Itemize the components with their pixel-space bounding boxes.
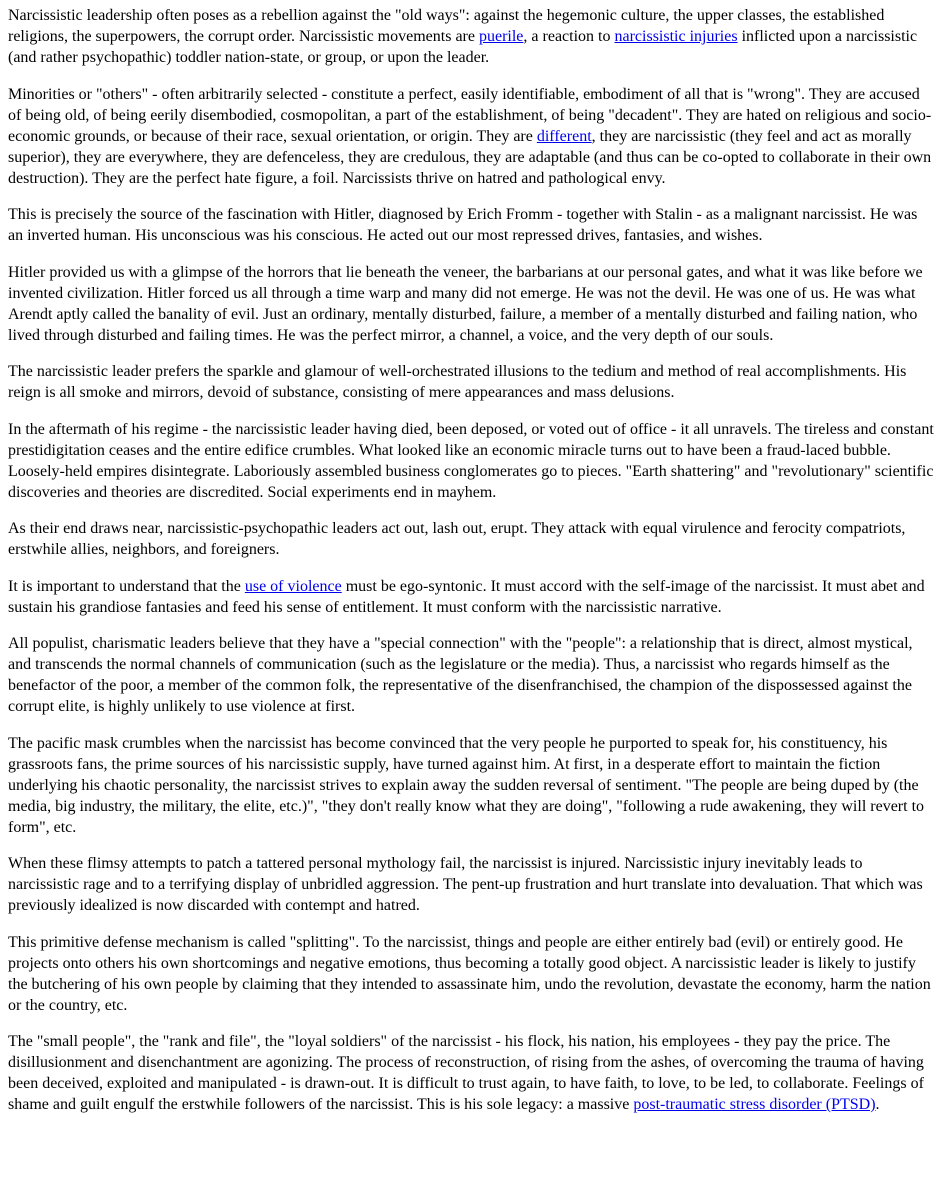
paragraph-small-people <box>8 1031 934 1115</box>
paragraph-illusions: The narcissistic leader prefers the sparkle and glamour of well-orchestrated illusions to the tedium and method of real accomplishments. His reign is all smoke and mirrors, devoid of substance, consisting of mere appearances and mass delusions. <box>8 363 907 401</box>
paragraph-text: . <box>875 1096 880 1113</box>
paragraph-text: inflicted upon a narcissistic (and rather psychopathic) toddler nation-state, or group, or upon the leader. <box>8 28 918 66</box>
paragraph-flimsy-attempts: When these flimsy attempts to patch a tattered personal mythology fail, the narcissist is injured. Narcissistic injury inevitably leads to narcissistic rage and to a terrifying display of unbridled aggression. The pent-up frustration and hurt translate into devaluation. That which was previously idealized is now discarded with contempt and hatred. <box>8 855 923 914</box>
paragraph-aftermath: In the aftermath of his regime - the narcissistic leader having died, been deposed, or voted out of office - it all unravels. The tireless and constant prestidigitation ceases and the entire edifice crumbles. What looked like an economic miracle turns out to have been a fraud-laced bubble. Loosely-held empires disintegrate. Laboriously assembled business conglomerates go to pieces. "Earth shattering" and "revolutionary" scientific discoveries and theories are discredited. Social experiments end in mayhem. <box>8 420 934 501</box>
paragraph-splitting: This primitive defense mechanism is called "splitting". To the narcissist, things and people are either entirely bad (evil) or entirely good. He projects onto others his own shortcomings and negative emotions, thus becoming a totally good object. A narcissistic leader is likely to justify the butchering of his own people by claiming that they intended to assassinate him, undo the revolution, devastate the economy, harm the nation or the country, etc. <box>8 933 931 1014</box>
paragraph-violence <box>8 576 934 618</box>
paragraph-minorities <box>8 84 934 189</box>
paragraph-hitler-glimpse: Hitler provided us with a glimpse of the horrors that lie beneath the veneer, the barbarians at our personal gates, and what it was like before we invented civilization. Hitler forced us all through a time warp and many did not emerge. He was not the devil. He was one of us. He was what Arendt aptly called the banality of evil. Just an ordinary, mentally disturbed, failure, a member of a mentally disturbed and failing nation, who lived through disturbed and failing times. He was the perfect mirror, a channel, a voice, and the very depth of our souls. <box>8 263 923 344</box>
paragraph-hitler-fascination: This is precisely the source of the fascination with Hitler, diagnosed by Erich Fromm - together with Stalin - as a malignant narcissist. He was an inverted human. His unconscious was his conscious. He acted out our most repressed drives, fantasies, and wishes. <box>8 206 918 244</box>
link-ptsd[interactable]: post-traumatic stress disorder (PTSD) <box>633 1096 876 1113</box>
paragraph-pacific-mask: The pacific mask crumbles when the narcissist has become convinced that the very people he purported to speak for, his constituency, his grassroots fans, the prime sources of his narcissistic supply, have turned against him. At first, in a desperate effort to maintain the fiction underlying his chaotic personality, the narcissist strives to explain away the sudden reversal of sentiment. "The people are being duped by (the media, big industry, the military, the elite, etc.)", "they don't really know what they are doing", "following a rude awakening, they will revert to form", etc. <box>8 734 925 836</box>
paragraph-text: must be ego-syntonic. It must accord with the self-image of the narcissist. It must abet and sustain his grandiose fantasies and feed his sense of entitlement. It must conform with the narcissistic narrative. <box>8 577 925 616</box>
paragraph-text: , a reaction to <box>523 28 615 45</box>
link-different[interactable]: different <box>536 127 592 145</box>
article-body <box>8 5 934 1131</box>
paragraph-end-draws-near: As their end draws near, narcissistic-psychopathic leaders act out, lash out, erupt. They attack with equal virulence and ferocity compatriots, erstwhile allies, neighbors, and foreigners. <box>8 520 906 558</box>
paragraph-text: , they are narcissistic (they feel and act as morally superior), they are everywhere, they are defenceless, they are credulous, they are adaptable (and thus can be co-opted to collaborate in their own destruction). They are the perfect hate figure, a foil. Narcissists thrive on hatred and pathological envy. <box>8 127 932 187</box>
paragraph-populist: All populist, charismatic leaders believe that they have a "special connection" with the "people": a relationship that is direct, almost mystical, and transcends the normal channels of communication (such as the legislature or the media). Thus, a narcissist who regards himself as the benefactor of the poor, a member of the common folk, the representative of the disenfranchised, the champion of the dispossessed against the corrupt elite, is highly unlikely to use violence at first. <box>8 635 913 715</box>
paragraph-text: It is important to understand that the <box>8 577 245 595</box>
link-narcissistic-injuries[interactable]: narcissistic injuries <box>614 28 738 45</box>
paragraph-rebellion <box>8 5 934 68</box>
paragraph-text: Narcissistic leadership often poses as a rebellion against the "old ways": against the hegemonic culture, the upper classes, the established religions, the superpowers, the corrupt order. Narcissistic movements are <box>8 7 885 45</box>
link-puerile[interactable]: puerile <box>478 28 524 45</box>
paragraph-text: Minorities or "others" - often arbitrarily selected - constitute a perfect, easily identifiable, embodiment of all that is "wrong". They are accused of being old, of being eerily disembodied, cosmopolitan, a part of the establishment, of being "decadent". They are hated on religious and socio-economic grounds, or because of their race, sexual orientation, or origin. They are <box>8 85 932 145</box>
paragraph-text: The "small people", the "rank and file", the "loyal soldiers" of the narcissist - his flock, his nation, his employees - they pay the price. The disillusionment and disenchantment are agonizing. The process of reconstruction, of rising from the ashes, of overcoming the trauma of having been deceived, exploited and manipulated - is drawn-out. It is difficult to trust again, to have faith, to love, to be led, to collaborate. Feelings of shame and guilt engulf the erstwhile followers of the narcissist. This is his sole legacy: a massive <box>8 1033 924 1113</box>
link-use-of-violence[interactable]: use of violence <box>244 577 342 595</box>
